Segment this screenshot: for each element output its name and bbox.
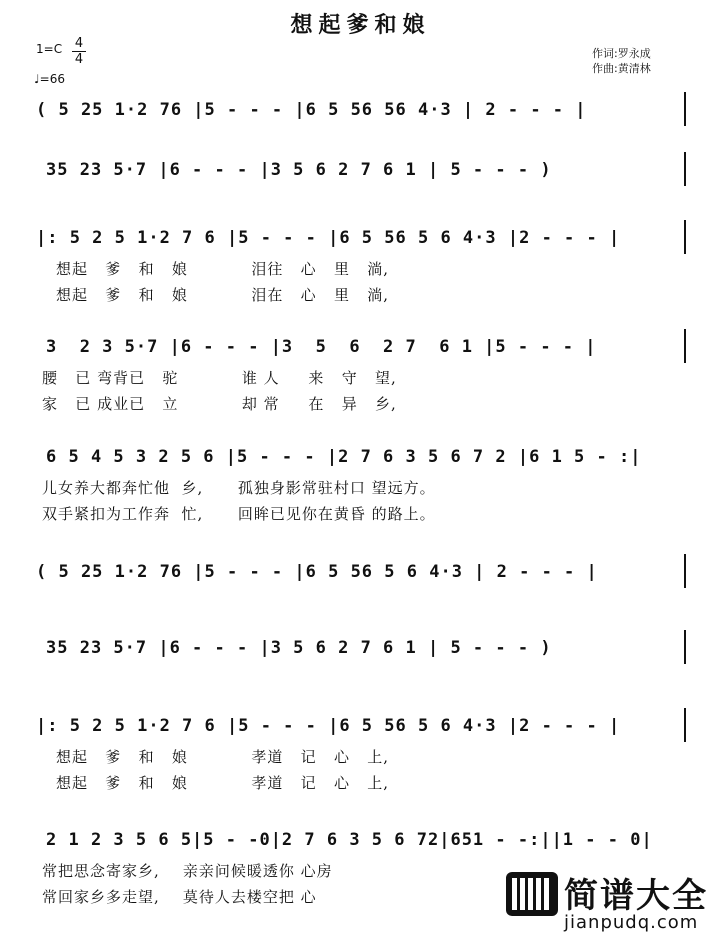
lyric-verse-2: 想起 爹 和 娘 泪在 心 里 淌,: [56, 286, 390, 304]
credits: [592, 46, 651, 76]
barline: [684, 329, 686, 363]
lyric-verse-1: 常把思念寄家乡, 亲亲问候暖透你 心房: [42, 862, 333, 880]
notation-line: 6 5 4 5 3 2 5 6 |5 - - - |2 7 6 3 5 6 7 2 |6 1 5 - :|: [46, 447, 642, 467]
lyric-verse-2: 双手紧扣为工作奔 忙, 回眸已见你在黄昏 的路上。: [42, 505, 436, 523]
watermark-url: jianpudq.com: [564, 912, 699, 933]
composer: 作曲:黄清林: [592, 62, 651, 75]
notation-line: ( 5 25 1·2 76 |5 - - - |6 5 56 5 6 4·3 | 2 - - - |: [36, 562, 598, 582]
lyric-verse-2: 常回家乡多走望, 莫待人去楼空把 心: [42, 888, 317, 906]
notation-line: |: 5 2 5 1·2 7 6 |5 - - - |6 5 56 5 6 4·3 |2 - - - |: [36, 228, 621, 248]
staff-row-1: [0, 100, 721, 160]
staff-row-7: [0, 638, 721, 698]
staff-row-4: [0, 337, 721, 417]
staff-row-6: [0, 562, 721, 622]
notation-line: |: 5 2 5 1·2 7 6 |5 - - - |6 5 56 5 6 4·3 |2 - - - |: [36, 716, 621, 736]
quarter-note-icon: ♩: [34, 72, 40, 86]
staff-row-8: [0, 716, 721, 796]
staff-row-2: [0, 160, 721, 220]
notation-line: 2 1 2 3 5 6 5|5 - -0|2 7 6 3 5 6 72|651 - -:||1 - - 0|: [46, 830, 653, 850]
barline: [684, 554, 686, 588]
lyric-verse-2: 家 已 成业已 立 却 常 在 异 乡,: [42, 395, 397, 413]
time-signature: [72, 36, 86, 67]
barline: [684, 92, 686, 126]
lyric-verse-1: 腰 已 弯背已 驼 谁 人 来 守 望,: [42, 369, 397, 387]
tempo-value: =66: [39, 72, 65, 86]
piano-keys-icon: [506, 872, 558, 916]
time-signature-bottom: 4: [72, 51, 86, 67]
lyricist: 作词:罗永成: [592, 47, 651, 60]
lyric-verse-2: 想起 爹 和 娘 孝道 记 心 上,: [56, 774, 390, 792]
site-watermark: [506, 868, 721, 938]
notation-line: 3 2 3 5·7 |6 - - - |3 5 6 2 7 6 1 |5 - - - |: [46, 337, 597, 357]
lyric-verse-1: 儿女养大都奔忙他 乡, 孤独身影常驻村口 望远方。: [42, 479, 436, 497]
time-signature-top: 4: [74, 36, 84, 51]
watermark-name: 简谱大全: [564, 876, 708, 916]
notation-line: 35 23 5·7 |6 - - - |3 5 6 2 7 6 1 | 5 - - - ): [46, 638, 552, 658]
tempo-marking: [34, 72, 65, 86]
lyric-verse-1: 想起 爹 和 娘 泪往 心 里 淌,: [56, 260, 390, 278]
notation-line: ( 5 25 1·2 76 |5 - - - |6 5 56 56 4·3 | 2 - - - |: [36, 100, 587, 120]
song-title: 想起爹和娘: [290, 12, 431, 38]
lyric-verse-1: 想起 爹 和 娘 孝道 记 心 上,: [56, 748, 390, 766]
key-signature: 1=C: [36, 42, 63, 56]
staff-row-3: [0, 228, 721, 308]
barline: [684, 220, 686, 254]
barline: [684, 152, 686, 186]
staff-row-5: [0, 447, 721, 527]
barline: [684, 630, 686, 664]
notation-line: 35 23 5·7 |6 - - - |3 5 6 2 7 6 1 | 5 - - - ): [46, 160, 552, 180]
barline: [684, 708, 686, 742]
